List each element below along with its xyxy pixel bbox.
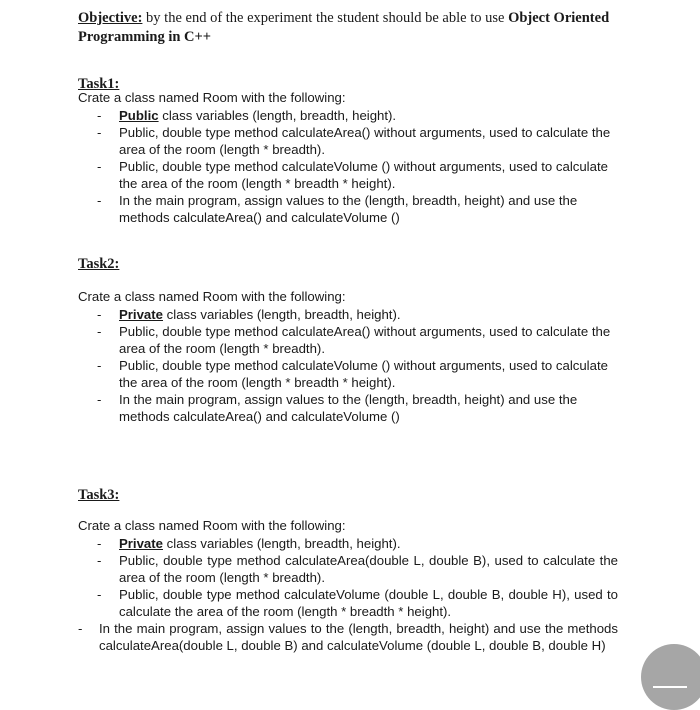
task2-heading: Task2: [78, 256, 120, 272]
list-item: - Public, double type method calculateVolume () without arguments, used to calculate the area of the room (length * breadth * height). [97, 159, 608, 191]
objective-label: Objective: [78, 10, 143, 26]
task2-intro: Crate a class named Room with the following: [78, 289, 346, 304]
list-item: - In the main program, assign values to the (length, breadth, height) and use the methods calculateArea() and calculateVolume () [97, 392, 578, 424]
list-item: - Private class variables (length, breadth, height). [97, 307, 401, 322]
list-item: - Public class variables (length, breadth, height). [97, 108, 397, 123]
list-item: - Private class variables (length, breadth, height). [97, 536, 401, 551]
list-item: - Public, double type method calculateVolume (double L, double B, double H), used to calculate the area of the room (length * breadth * height). [97, 587, 618, 619]
task3-intro: Crate a class named Room with the following: [78, 518, 346, 533]
objective-paragraph [78, 9, 618, 47]
task2-list [78, 306, 618, 425]
task1-intro: Crate a class named Room with the following: [78, 90, 346, 105]
task3-heading: Task3: [78, 487, 120, 503]
list-item: - Public, double type method calculateArea() without arguments, used to calculate the area of the room (length * breadth). [97, 125, 611, 157]
avatar-bar [653, 686, 687, 688]
objective-text: by the end of the experiment the student should be able to use [146, 10, 505, 26]
task1-heading: Task1: [78, 76, 120, 92]
list-item: - Public, double type method calculateArea() without arguments, used to calculate the area of the room (length * breadth). [97, 324, 611, 356]
list-item: - Public, double type method calculateVolume () without arguments, used to calculate the area of the room (length * breadth * height). [97, 358, 608, 390]
list-item: - In the main program, assign values to the (length, breadth, height) and use the methods calculateArea(double L, double B) and calculateVolume (double L, double B, double H) [78, 621, 618, 653]
task3-list [78, 535, 618, 654]
list-item: - Public, double type method calculateArea(double L, double B), used to calculate the area of the room (length * breadth). [97, 553, 618, 585]
user-avatar-icon[interactable] [641, 644, 700, 710]
list-item: - In the main program, assign values to the (length, breadth, height) and use the methods calculateArea() and calculateVolume () [97, 193, 578, 225]
task1-list [78, 107, 618, 226]
objective-bold-text: Object Oriented Programming in C++ [78, 10, 610, 45]
